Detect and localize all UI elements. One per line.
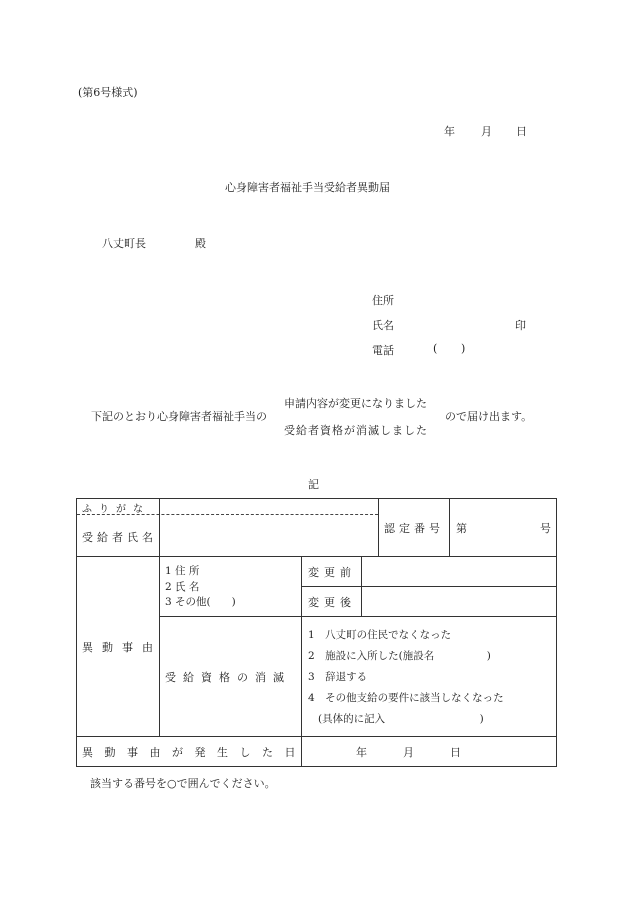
occurred-date-month: 月 <box>403 746 414 759</box>
recipient-name-input[interactable] <box>160 515 378 556</box>
statement-option-lost: 受給者資格が消滅しました <box>284 424 428 437</box>
cert-number-prefix: 第 <box>456 522 467 535</box>
furigana-input[interactable] <box>160 499 378 514</box>
date-day: 日 <box>516 125 527 138</box>
occurred-date-year: 年 <box>356 746 367 759</box>
recipient-name-label: 受給者氏名 <box>82 531 157 544</box>
after-input[interactable] <box>362 587 556 616</box>
col-divider <box>301 556 302 767</box>
loss-label: 受給資格の消滅 <box>165 671 291 684</box>
change-item-address: 1 住 所 <box>165 565 200 577</box>
statement-prefix: 下記のとおり心身障害者福祉手当の <box>91 410 267 423</box>
cert-number-input[interactable] <box>470 500 536 555</box>
change-item-other: 3 その他( ) <box>165 596 236 608</box>
table-border-right <box>556 498 557 767</box>
table-border-bottom <box>76 766 557 767</box>
applicant-address-label: 住所 <box>372 294 394 307</box>
loss-item-3: 3 辞退する <box>308 671 368 683</box>
addressee-honorific: 殿 <box>195 237 206 250</box>
before-label: 変更前 <box>308 566 356 579</box>
loss-item-2: 2 施設に入所した(施設名 ) <box>308 650 491 662</box>
date-year: 年 <box>444 125 455 138</box>
date-month: 月 <box>481 125 492 138</box>
change-item-name: 2 氏 名 <box>165 581 200 593</box>
col-divider <box>378 498 379 556</box>
statement-option-changed: 申請内容が変更になりました <box>284 397 427 410</box>
before-input[interactable] <box>362 557 556 586</box>
phone-paren-close: ) <box>461 342 466 355</box>
phone-paren-open: ( <box>433 342 438 355</box>
after-label: 変更後 <box>308 596 356 609</box>
page-title: 心身障害者福祉手当受給者異動届 <box>225 181 390 194</box>
loss-item-1: 1 八丈町の住民でなくなった <box>308 629 452 641</box>
col-divider <box>449 498 450 556</box>
loss-item-4-detail: (具体的に記入 ) <box>318 713 484 725</box>
cert-number-suffix: 号 <box>540 522 551 535</box>
row-divider <box>76 736 557 737</box>
cert-number-label: 認定番号 <box>384 522 444 535</box>
table-border-left <box>76 498 77 767</box>
applicant-phone-label: 電話 <box>372 344 394 357</box>
furigana-label: ふりがな <box>82 504 150 515</box>
ki-heading: 記 <box>308 478 319 491</box>
occurred-date-label: 異動事由が発生した日 <box>82 746 307 759</box>
form-number: (第6号様式) <box>78 86 138 99</box>
statement-suffix: ので届け出ます。 <box>445 410 533 423</box>
addressee-name: 八丈町長 <box>102 237 146 250</box>
applicant-name-label: 氏名 <box>372 319 394 332</box>
occurred-date-day: 日 <box>450 746 461 759</box>
instruction-note: 該当する番号を○で囲んでください。 <box>90 777 276 790</box>
reason-label: 異動事由 <box>82 641 162 654</box>
seal-mark: 印 <box>515 319 526 332</box>
row-divider <box>159 616 557 617</box>
loss-item-4: 4 その他支給の要件に該当しなくなった <box>308 692 504 704</box>
